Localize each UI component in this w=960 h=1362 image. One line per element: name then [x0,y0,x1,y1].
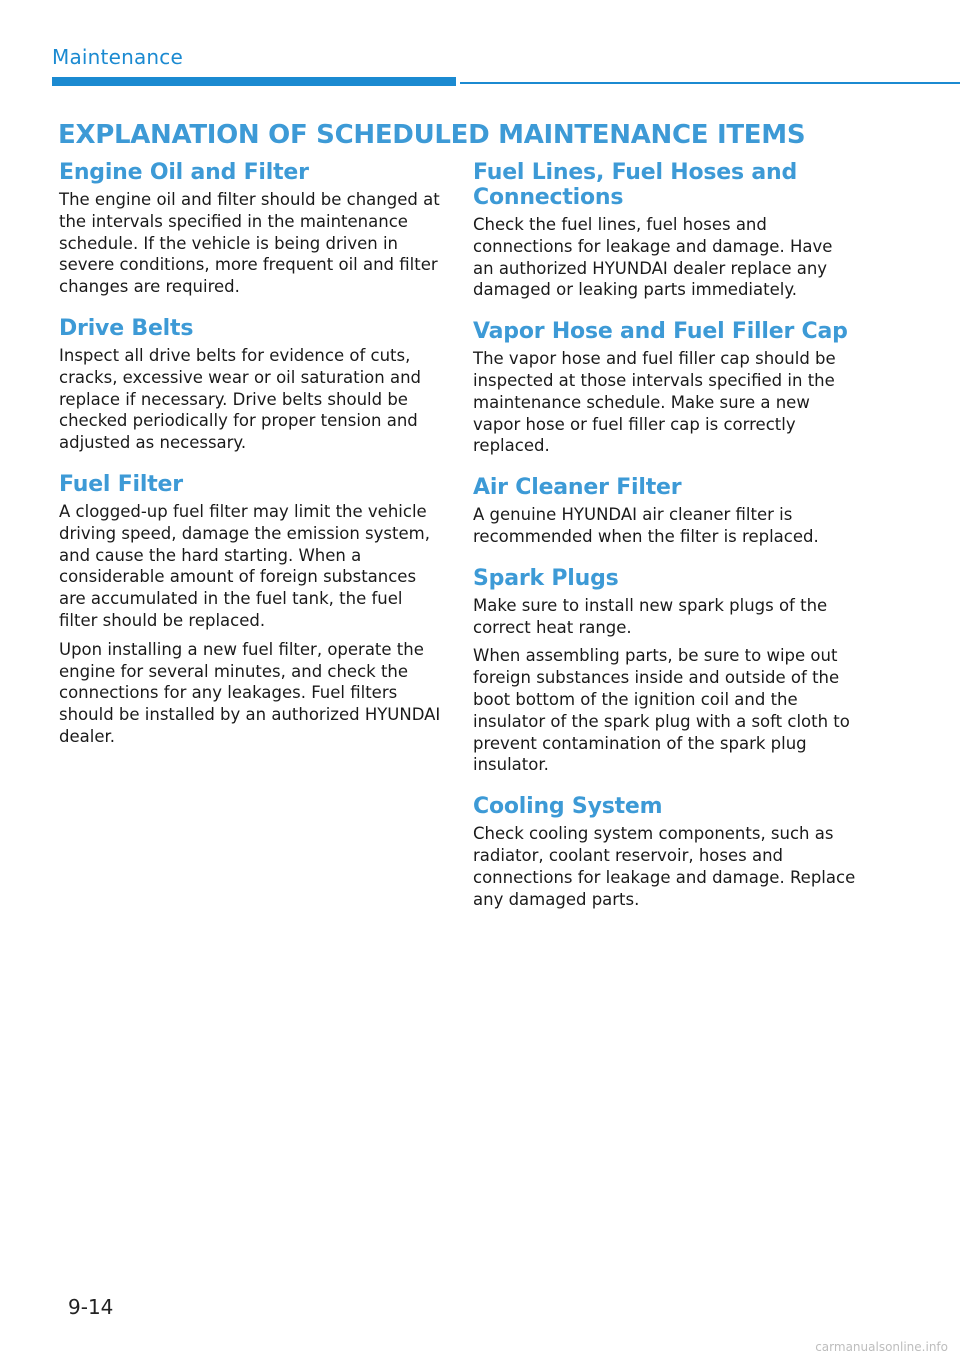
item-paragraph: Check the fuel lines, fuel hoses and connections for leakage and damage. Have an authorized HYUNDAI dealer replace any damaged or leaking parts immediately. [473,215,833,300]
item-title: Fuel Lines, Fuel Hoses and Connections [473,160,798,210]
item-spark-plugs [473,566,857,776]
item-vapor-hose [473,319,857,457]
item-title: Spark Plugs [473,565,619,591]
header-bar-accent [52,77,456,86]
item-fuel-filter [59,472,443,748]
item-title: Fuel Filter [59,471,183,497]
item-title: Drive Belts [59,315,194,341]
page-number: 9-14 [68,1295,114,1319]
item-title: Engine Oil and Filter [59,160,309,185]
item-paragraph: The engine oil and filter should be changed at the intervals specified in the maintenance schedule. If the vehicle is being driven in severe conditions, more frequent oil and filter changes are required. [59,190,440,297]
item-paragraph: The vapor hose and fuel filler cap should be inspected at those intervals specified in the maintenance schedule. Make sure a new vapor hose or fuel filler cap is correctly replaced. [473,349,836,456]
item-paragraph: A genuine HYUNDAI air cleaner filter is recommended when the filter is replaced. [473,505,819,546]
item-paragraph: When assembling parts, be sure to wipe out foreign substances inside and outside of the boot bottom of the ignition coil and the insulator of the spark plug with a soft cloth to prevent contamination of the spark plug insulator. [473,646,850,775]
item-drive-belts [59,316,443,454]
item-air-cleaner [473,475,857,548]
item-paragraph: Check cooling system components, such as radiator, coolant reservoir, hoses and connections for leakage and damage. Replace any damaged parts. [473,824,856,909]
right-column [473,160,857,928]
item-title: Cooling System [473,794,663,820]
item-title: Air Cleaner Filter [473,475,682,501]
header-rule [460,82,960,84]
section-label: Maintenance [52,45,183,69]
watermark: carmanualsonline.info [815,1340,948,1354]
item-engine-oil-filter [59,160,443,298]
item-cooling-system [473,794,857,910]
item-fuel-lines [473,160,857,301]
item-paragraph: Inspect all drive belts for evidence of cuts, cracks, excessive wear or oil saturation and replace if necessary. Drive belts should be checked periodically for proper tension and adjusted as necessary. [59,345,422,453]
item-paragraph: Upon installing a new fuel filter, operate the engine for several minutes, and check the connections for any leakages. Fuel filters should be installed by an authorized HYUNDAI dealer. [59,639,441,746]
item-paragraph: Make sure to install new spark plugs of the correct heat range. [473,595,828,637]
page-title: EXPLANATION OF SCHEDULED MAINTENANCE ITEMS [58,120,806,150]
item-paragraph: A clogged-up fuel filter may limit the vehicle driving speed, damage the emission system, and cause the hard starting. When a considerable amount of foreign substances are accumulated in the fuel tank, the fuel filter should be replaced. [59,501,430,630]
left-column [59,160,443,766]
item-title: Vapor Hose and Fuel Filler Cap [473,319,848,345]
